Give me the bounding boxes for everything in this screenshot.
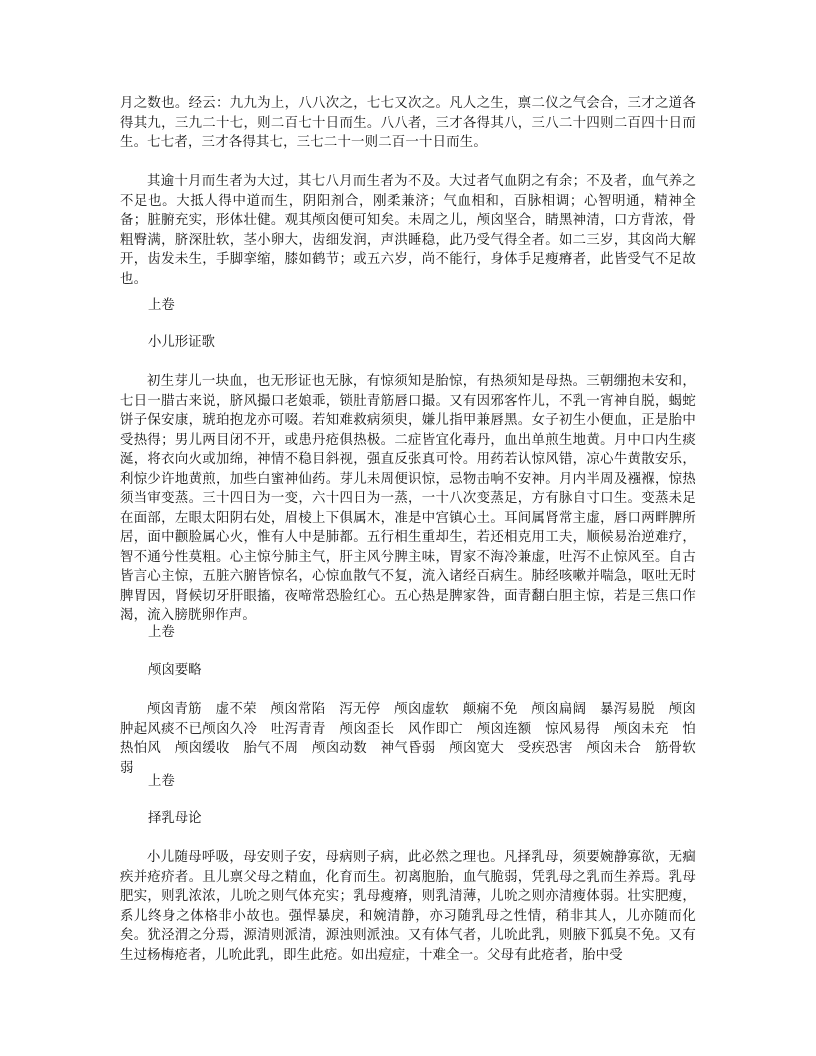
paragraph-zerumu: 小儿随母呼吸，母安则子安，母病则子病，此必然之理也。凡择乳母，须要婉静寡欲，无痼疾并疮疥者。且儿禀父母之精血，化育而生。初离胞胎，血气脆弱，凭乳母之乳而生养焉。乳母肥实，则乳浓浓，儿吮之则气体充实；乳母瘦瘠，则乳清薄，儿吮之则亦清瘦体弱。壮实肥瘦，系儿终身之体格非小故也。强悍暴戾，和婉清静，亦习随乳母之性情，稍非其人，儿亦随而化矣。犹泾渭之分焉，源清则派清，源浊则派浊。又有体气者，儿吮此乳，则腋下狐臭不免。又有生过杨梅疮者，儿吮此乳，即生此疮。如出痘症，十难全一。父母有此疮者，胎中受 xyxy=(120,850,696,963)
paragraph-over-under-term: 其逾十月而生者为大过，其七八月而生者为不及。大过者气血阴之有余；不及者，血气养之不足也。大抵人得中道而生，阴阳剂合，刚柔兼济；气血相和，百脉相调；心智明通，精神全备；脏腑充实，形体壮健。观其颅囟便可知矣。未周之儿，颅囟坚合，睛黑神清，口方背浓，骨粗臀满，脐深肚软，茎小卵大，齿细发润，声洪睡稳，此乃受气得全者。如二三岁，其囟尚大解开，齿发未生，手脚挛缩，膝如鹤节；或五六岁，尚不能行，身体手足瘦瘠者，此皆受气不足故也。 xyxy=(120,174,696,287)
paragraph-luxin: 颅囟青筋 虚不荣 颅囟常陷 泻无停 颅囟虚软 颠痫不免 颅囟扁阔 暴泻易脱 颅囟肿起风痰不已颅囟久冷 吐泻青青 颅囟歪长 风作即亡 颅囟连额 惊风易得 颅囟未充 怕热怕风 颅囟缓收 胎气不周 颅囟动数 神气昏弱 颅囟宽大 受疾恐害 颅囟未合 筋骨软弱 xyxy=(120,702,696,776)
section-label: 上卷 xyxy=(148,774,175,789)
section-label: 上卷 xyxy=(148,298,175,313)
section-label: 上卷 xyxy=(148,625,175,640)
section-title-zerumu: 择乳母论 xyxy=(148,811,202,826)
section-title-luxin: 颅囟要略 xyxy=(148,663,202,678)
paragraph-birth-timing: 月之数也。经云：九九为上，八八次之，七七又次之。凡人之生，禀二仪之气会合，三才之道各得其九，三九二十七，则二百七十日而生。八八者，三才各得其八，三八二十四则二百四十日而生。七七者，三才各得其七，三七二十一则二百一十日而生。 xyxy=(120,96,696,150)
paragraph-xingzhengge: 初生芽儿一块血，也无形证也无脉，有惊须知是胎惊，有热须知是母热。三朝绷抱未安和，七日一腊古来说，脐风撮口老娘乖，锁肚青筋唇口撮。又有因邪客忤儿，不乳一宵神自脱，蝎蛇饼子保安康，琥珀抱龙亦可啜。若知难救病须臾，嫌儿指甲兼唇黑。女子初生小便血，正是胎中受热得；男儿两目闭不开，或患丹疮俱热极。二症皆宜化毒丹，血出单煎生地黄。月中口内生痰涎，将衣向火或加绵，神情不稳目斜视，强直反张真可怜。用药若认惊风错，凉心牛黄散安乐，利惊少许地黄煎，加些白蜜神仙药。芽儿未周便识惊，忌物击响不安神。月内半周及襁褓，惊热须当审变蒸。三十四日为一变，六十四日为一蒸，一十八次变蒸足，方有脉自寸口生。变蒸未足在面部，左眼太阳阴右处，眉棱上下俱属木，准是中宫镇心土。耳间属肾常主虚，唇口两畔脾所居，面中颧脸属心火，惟有人中是肺都。五行相生重却生，若还相克用工夫，顺候易治逆难疗，智不通兮性莫粗。心主惊兮肺主气，肝主风兮脾主味，胃家不海冷兼虚，吐泻不止惊风至。自古皆言心主惊，五脏六腑皆惊名，心惊血散气不复，流入诸经百病生。肺经咳嗽并喘急，呕吐无时脾胃因，肾候切牙肝眼搐，夜啼常恐脸红心。五心热是脾家咎，面青翻白胆主惊，若是三焦口作渴，流入膀胱卵作声。 xyxy=(120,374,696,623)
section-title-xingzhengge: 小儿形证歌 xyxy=(148,335,215,350)
